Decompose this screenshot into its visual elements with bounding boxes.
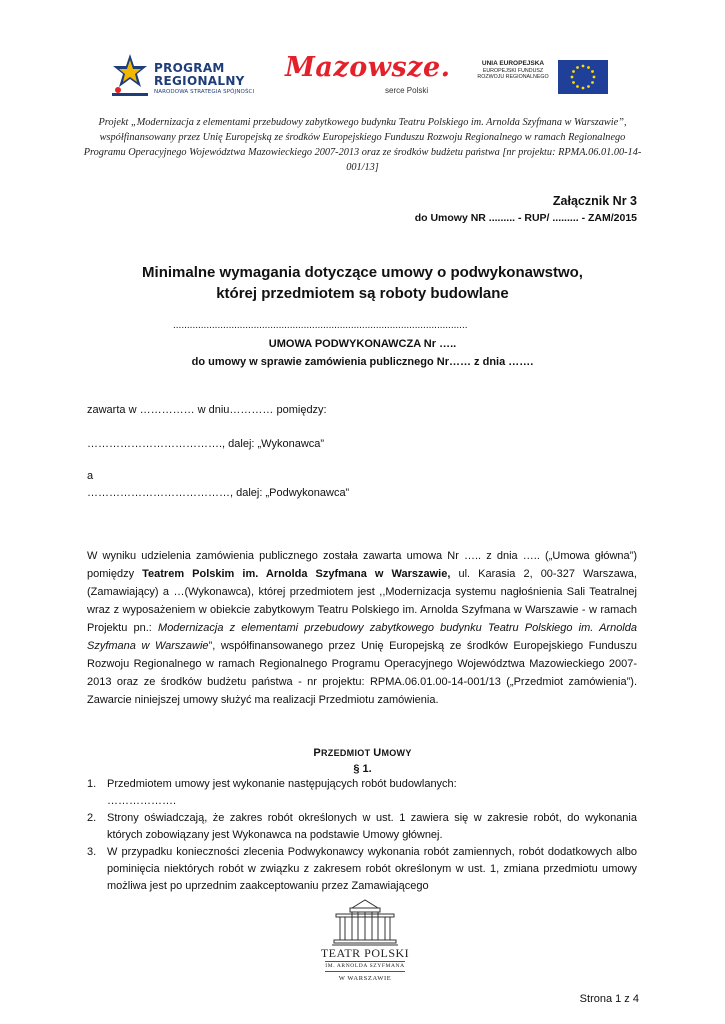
eu-logo xyxy=(472,60,612,96)
intro-project-name: Modernizacja z elementami przebudowy zabytkowego budynku Teatru Polskiego im. Arnolda Szyfmana w Warszawie xyxy=(87,622,637,652)
mazowsze-subtitle: serce Polski xyxy=(385,86,429,95)
teatr-city: W WARSZAWIE xyxy=(338,975,392,982)
and-word: a xyxy=(87,470,94,482)
list-item-number: 2. xyxy=(87,812,97,824)
eu-line1: UNIA EUROPEJSKA xyxy=(481,60,545,67)
mazowsze-logo xyxy=(285,52,451,100)
title-line2: której przedmiotem są roboty budowlane xyxy=(216,285,509,302)
concluded-line: zawarta w …………… w dniu………… pomiędzy: xyxy=(87,404,327,416)
list-item xyxy=(87,844,637,895)
program-line2: REGIONALNY xyxy=(154,74,245,88)
title-line1: Minimalne wymagania dotyczące umowy o podwykonawstwo, xyxy=(142,264,583,281)
list-item-text: Przedmiotem umowy jest wykonanie następujących robót budowlanych: xyxy=(107,778,457,790)
section-title-initial-u: U xyxy=(373,747,382,759)
program-line1: PROGRAM xyxy=(154,61,225,75)
theatre-building-icon xyxy=(332,898,398,946)
contract-number: UMOWA PODWYKONAWCZA Nr ….. xyxy=(268,338,457,350)
teatr-patron: IM. ARNOLDA SZYFMANA xyxy=(325,961,405,972)
list-item-number: 1. xyxy=(87,778,97,790)
list-item-number: 3. xyxy=(87,846,97,858)
program-regionalny-logo xyxy=(110,52,270,104)
eu-line3: ROZWOJU REGIONALNEGO xyxy=(477,74,549,80)
program-star-icon xyxy=(110,52,150,98)
paragraph-number: § 1. xyxy=(353,763,372,775)
intro-part2: ul. Karasia 2, 00-327 Warszawa, (Zamawiający) a …(Wykonawca), której przedmiotem jest ,,Modernizacja systemu nagłośnienia Sali Teatralnej wraz z wyposażeniem w obiekcie zabytkowym Teatru Polskiego im. Arnolda Szyfmana w Warszawie - w ramach Projektu pn.: xyxy=(87,568,637,634)
list-item-blank: ………………. xyxy=(107,795,177,807)
section-title-initial-p: P xyxy=(313,747,321,759)
contractor-line: ………………………………., dalej: „Wykonawca” xyxy=(87,438,325,450)
subcontractor-line: …………………………………, dalej: „Podwykonawca” xyxy=(87,487,350,499)
project-note: Projekt „Modernizacja z elementami przebudowy zabytkowego budynku Teatru Polskiego im. Arnolda Szyfmana w Warszawie”, współfinansowany przez Unię Europejską ze środków Europejskiego Funduszu Rozwoju Regionalnego w ramach Regionalnego Programu Operacyjnego Województwa Mazowieckiego 2007-2013 oraz ze środków budżetu państwa [nr projektu: RPMA.06.01.00-14-001/13] xyxy=(83,117,642,173)
annex-title: Załącznik Nr 3 xyxy=(552,194,637,208)
contract-heading xyxy=(80,335,645,371)
section-title xyxy=(80,745,645,761)
list-item xyxy=(87,810,637,844)
eu-flag-icon xyxy=(558,60,608,94)
eu-line2: EUROPEJSKI FUNDUSZ xyxy=(482,68,544,74)
intro-part1: W wyniku udzielenia zamówienia publicznego została zawarta umowa Nr ….. z dnia ….. („Umowa główna”) pomiędzy xyxy=(87,550,637,580)
list-item xyxy=(87,776,637,793)
annex-block xyxy=(415,192,637,226)
mazowsze-wordmark: Mazowsze. xyxy=(285,52,451,83)
section-heading xyxy=(80,745,645,777)
list-item-text: W przypadku konieczności zlecenia Podwykonawcy wykonania robót zamiennych, robót dodatkowych albo pominięcia niektórych robót w związku z zakresem robót określonym w ust. 1, zmiana przedmiotu umowy możliwa jest po uprzednim zaakceptowaniu przez Zamawiającego xyxy=(107,846,637,892)
teatr-name: TEATR POLSKI xyxy=(320,946,410,960)
section-title-rest2: MOWY xyxy=(381,748,412,758)
page-number: Strona 1 z 4 xyxy=(579,993,639,1005)
annex-reference: do Umowy NR ......... - RUP/ ......... - ZAM/2015 xyxy=(414,212,637,224)
intro-bold-party: Teatrem Polskim im. Arnolda Szyfmana w Warszawie, xyxy=(142,568,451,580)
clause-list xyxy=(87,776,637,895)
dotted-line: .......................................................................................................... xyxy=(173,320,468,331)
program-line3: NARODOWA STRATEGIA SPÓJNOŚCI xyxy=(154,89,255,95)
document-title xyxy=(80,262,645,304)
intro-part3: ”, współfinansowanego przez Unię Europejską ze środków Europejskiego Funduszu Rozwoju Regionalnego w ramach Regionalnego Programu Operacyjnego Województwa Mazowieckiego 2007-2013 oraz ze środków budżetu państwa - nr projektu: RPMA.06.01.00-14-001/13 („Przedmiot zamówienia”). Zawarcie niniejszej umowy służyć ma realizacji Przedmiotu zamówienia. xyxy=(87,640,637,706)
teatr-polski-logo xyxy=(305,898,425,990)
contract-reference: do umowy w sprawie zamówienia publicznego Nr…… z dnia ……. xyxy=(191,356,534,368)
intro-paragraph xyxy=(87,547,637,709)
section-title-rest1: RZEDMIOT xyxy=(320,748,374,758)
list-item-text: Strony oświadczają, że zakres robót określonych w ust. 1 zawiera się w zakresie robót, do wykonania których zobowiązany jest Wykonawca na podstawie Umowy głównej. xyxy=(107,812,637,841)
